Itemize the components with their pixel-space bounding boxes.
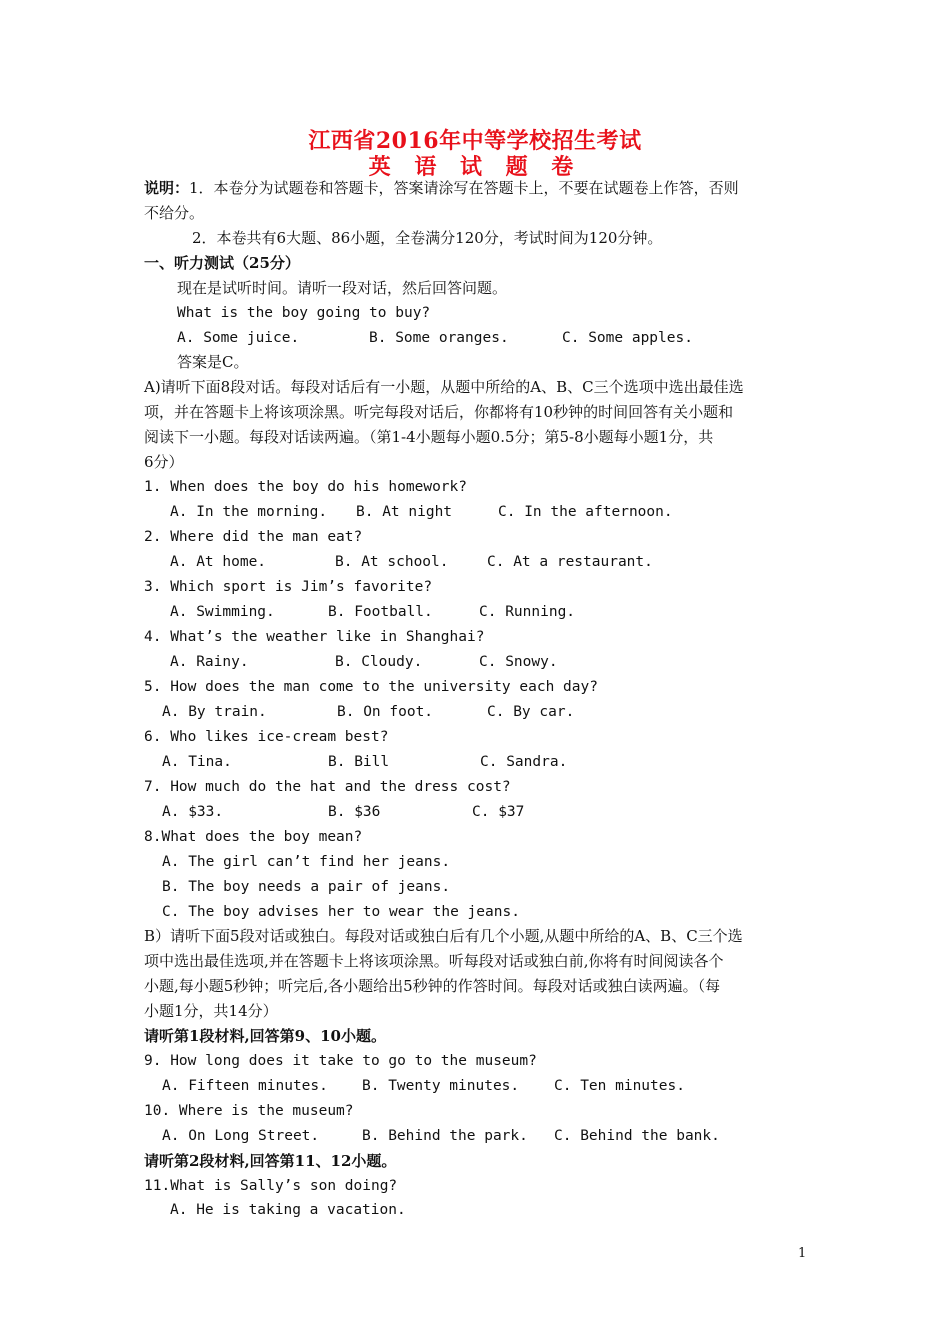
question-text: 8.What does the boy mean? (144, 829, 363, 845)
instructions-line1b: 不给分。 (144, 204, 205, 222)
example-option-b: B. Some oranges. (369, 330, 509, 346)
option-b: B. Twenty minutes. (362, 1078, 520, 1094)
partB-instructions-4: 小题1分，共14分） (144, 1002, 278, 1020)
option-a: A. Rainy. (170, 654, 249, 670)
option-a: A. By train. (162, 704, 267, 720)
question-text: 7. How much do the hat and the dress cost? (144, 779, 511, 795)
option-b: B. At school. (335, 554, 449, 570)
instructions-line1: 说明：1．本卷分为试题卷和答题卡，答案请涂写在答题卡上，不要在试题卷上作答，否则 (144, 179, 739, 197)
example-option-a: A. Some juice. (177, 330, 300, 346)
option-c: C. Snowy. (479, 654, 558, 670)
question-text: 4. What’s the weather like in Shanghai? (144, 629, 485, 645)
option-a: A. The girl can’t find her jeans. (162, 854, 451, 870)
partA-instructions-2: 项，并在答题卡上将该项涂黑。听完每段对话后，你都将有10秒钟的时间回答有关小题和 (144, 403, 734, 421)
option-a: A. On Long Street. (162, 1128, 320, 1144)
material1-heading: 请听第1段材料,回答第9、10小题。 (144, 1027, 386, 1045)
question-text: 9. How long does it take to go to the museum? (144, 1053, 537, 1069)
instructions-label: 说明： (144, 179, 190, 197)
option-c: C. Behind the bank. (554, 1128, 720, 1144)
question-text: 11.What is Sally’s son doing? (144, 1178, 398, 1194)
partA-instructions-3: 阅读下一小题。每段对话读两遍。（第1-4小题每小题0.5分；第5-8小题每小题1分，共 (144, 428, 714, 446)
option-a: A. Swimming. (170, 604, 275, 620)
question-text: 10. Where is the museum? (144, 1103, 354, 1119)
partB-instructions-3: 小题,每小题5秒钟；听完后,各小题给出5秒钟的作答时间。每段对话或独白读两遍。（每 (144, 977, 721, 995)
example-answer: 答案是C。 (177, 353, 249, 371)
option-c: C. At a restaurant. (487, 554, 653, 570)
option-b: B. Bill (328, 754, 390, 770)
option-c: C. In the afternoon. (498, 504, 673, 520)
option-b: B. Football. (328, 604, 433, 620)
partA-instructions-4: 6分） (144, 453, 184, 471)
option-c: C. Running. (479, 604, 576, 620)
question-text: 3. Which sport is Jim’s favorite? (144, 579, 433, 595)
example-question: What is the boy going to buy? (177, 305, 431, 321)
option-b: B. At night (356, 504, 453, 520)
partB-instructions-1: B）请听下面5段对话或独白。每段对话或独白后有几个小题,从题中所给的A、B、C三个选 (144, 927, 743, 945)
option-a: A. Fifteen minutes. (162, 1078, 328, 1094)
question-text: 6. Who likes ice-cream best? (144, 729, 389, 745)
instructions-line2: 2．本卷共有6大题、86小题，全卷满分120分，考试时间为120分钟。 (192, 229, 663, 247)
question-text: 5. How does the man come to the university each day? (144, 679, 598, 695)
option-a: A. $33. (162, 804, 224, 820)
option-c: C. By car. (487, 704, 575, 720)
option-a: A. At home. (170, 554, 267, 570)
partB-instructions-2: 项中选出最佳选项,并在答题卡上将该项涂黑。听每段对话或独白前,你将有时间阅读各个 (144, 952, 724, 970)
question-text: 2. Where did the man eat? (144, 529, 363, 545)
option-b: B. Cloudy. (335, 654, 423, 670)
section1-heading: 一、听力测试（25分） (144, 254, 300, 272)
example-option-c: C. Some apples. (562, 330, 693, 346)
option-b: B. The boy needs a pair of jeans. (162, 879, 451, 895)
option-c: C. The boy advises her to wear the jeans. (162, 904, 520, 920)
partA-instructions-1: A)请听下面8段对话。每段对话后有一小题，从题中所给的A、B、C三个选项中选出最佳选 (144, 378, 744, 396)
option-a: A. He is taking a vacation. (170, 1202, 406, 1218)
option-a: A. In the morning. (170, 504, 328, 520)
option-c: C. $37 (472, 804, 525, 820)
question-text: 1. When does the boy do his homework? (144, 479, 468, 495)
option-c: C. Ten minutes. (554, 1078, 685, 1094)
option-c: C. Sandra. (480, 754, 568, 770)
option-b: B. $36 (328, 804, 381, 820)
option-b: B. Behind the park. (362, 1128, 528, 1144)
page-number: 1 (798, 1246, 807, 1261)
example-intro: 现在是试听时间。请听一段对话，然后回答问题。 (177, 279, 508, 297)
page-title: 江西省2016年中等学校招生考试 (308, 128, 642, 154)
option-b: B. On foot. (337, 704, 434, 720)
material2-heading: 请听第2段材料,回答第11、12小题。 (144, 1152, 397, 1170)
option-a: A. Tina. (162, 754, 232, 770)
page-subtitle: 英 语 试 题 卷 (368, 154, 582, 180)
